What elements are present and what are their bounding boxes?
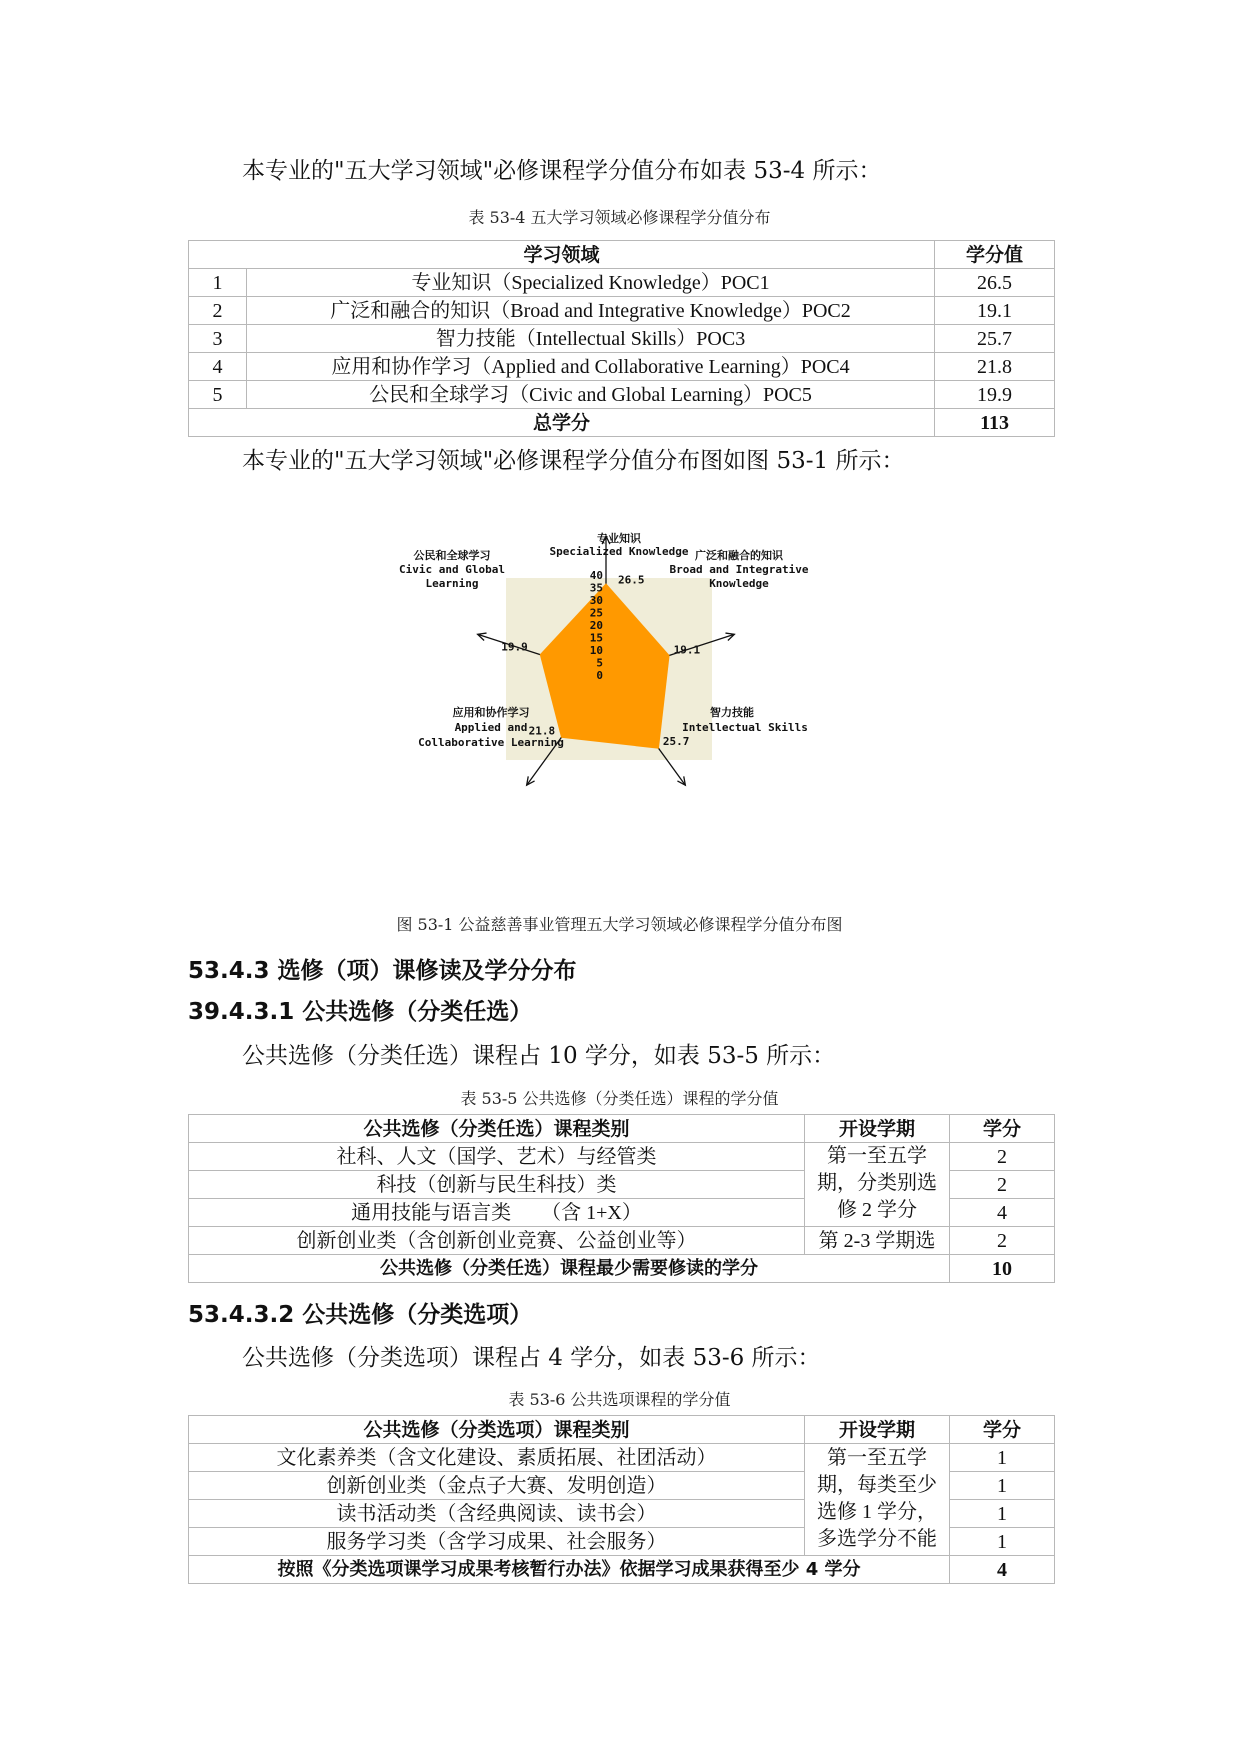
term-line: 修 2 学分 — [837, 1199, 917, 1221]
row-credits: 1 — [950, 1528, 1055, 1556]
table-row — [189, 325, 1055, 353]
row-credits: 2 — [950, 1143, 1055, 1171]
table-53-6 — [188, 1415, 1055, 1584]
radar-tick-label: 35 — [589, 581, 603, 595]
row-credits: 2 — [950, 1171, 1055, 1199]
row-domain: 广泛和融合的知识（Broad and Integrative Knowledge）POC2 — [247, 297, 935, 325]
radar-tick-label: 25 — [589, 606, 603, 620]
table-total-row — [189, 1255, 1055, 1283]
term-cell-inner — [805, 1444, 949, 1552]
table-row — [189, 1444, 1055, 1472]
radar-value-label-intellectual: 25.7 — [662, 734, 690, 748]
table-53-6-caption: 表 53-6 公共选项课程的学分值 — [508, 1390, 731, 1409]
table-row — [189, 1143, 1055, 1171]
total-value: 10 — [950, 1255, 1055, 1283]
row-category: 文化素养类（含文化建设、素质拓展、社团活动） — [189, 1444, 805, 1472]
row-domain: 智力技能（Intellectual Skills）POC3 — [247, 325, 935, 353]
row-credits: 1 — [950, 1472, 1055, 1500]
row-credits: 1 — [950, 1444, 1055, 1472]
total-label: 公共选修（分类任选）课程最少需要修读的学分 — [189, 1255, 950, 1283]
row-number: 3 — [189, 325, 247, 353]
intro-paragraph-4: 公共选修（分类选项）课程占 4 学分，如表 53-6 所示： — [242, 1345, 821, 1371]
header-credits: 学分值 — [935, 241, 1055, 269]
axis-label-applied-en-line1: Applied and — [454, 721, 528, 734]
row-number: 5 — [189, 381, 247, 409]
table-row — [189, 381, 1055, 409]
table-53-5 — [188, 1114, 1055, 1283]
row-credits: 19.1 — [935, 297, 1055, 325]
table-row — [189, 1227, 1055, 1255]
table-53-5-caption: 表 53-5 公共选修（分类任选）课程的学分值 — [460, 1089, 779, 1108]
total-value: 113 — [935, 409, 1055, 437]
total-value: 4 — [950, 1556, 1055, 1584]
radar-value-label-applied: 21.8 — [528, 724, 556, 738]
header-category: 公共选修（分类任选）课程类别 — [189, 1115, 805, 1143]
axis-label-applied-en-line2: Collaborative Learning — [418, 736, 564, 749]
row-number: 4 — [189, 353, 247, 381]
axis-label-civic-en-line1: Civic and Global — [399, 563, 505, 576]
row-number: 1 — [189, 269, 247, 297]
header-term: 开设学期 — [805, 1416, 950, 1444]
axis-label-specialized — [384, 530, 854, 564]
term-line: 期，每类至少 — [817, 1474, 937, 1496]
axis-label-specialized-zh-text: 专业知识 — [597, 532, 641, 545]
header-category: 公共选修（分类选项）课程类别 — [189, 1416, 805, 1444]
total-label: 总学分 — [189, 409, 935, 437]
section-heading-53-4-3-2: 53.4.3.2 公共选修（分类选项） — [188, 1302, 533, 1328]
header-credits: 学分 — [950, 1115, 1055, 1143]
table-total-row — [189, 409, 1055, 437]
row-category: 创新创业类（金点子大赛、发明创造） — [189, 1472, 805, 1500]
axis-label-applied-zh: 应用和协作学习 — [452, 706, 530, 719]
table-row — [189, 353, 1055, 381]
axis-label-broad-en-line1: Broad and Integrative — [669, 563, 809, 576]
radar-tick-label: 0 — [596, 669, 603, 682]
table-row — [189, 297, 1055, 325]
term-line: 多选学分不能 — [817, 1528, 937, 1550]
row-credits: 19.9 — [935, 381, 1055, 409]
row-domain: 专业知识（Specialized Knowledge）POC1 — [247, 269, 935, 297]
term-line: 第一至五学 — [827, 1145, 927, 1167]
radar-value-label-specialized: 26.5 — [618, 573, 645, 587]
term-cell-last: 第 2-3 学期选 — [805, 1227, 950, 1255]
intro-paragraph-2: 本专业的"五大学习领域"必修课程学分值分布图如图 53-1 所示： — [242, 448, 905, 474]
row-category: 通用技能与语言类 （含 1+X） — [189, 1199, 805, 1227]
row-category: 读书活动类（含经典阅读、读书会） — [189, 1500, 805, 1528]
table-53-4-caption: 表 53-4 五大学习领域必修课程学分值分布 — [468, 208, 771, 227]
term-line: 选修 1 学分， — [817, 1501, 937, 1523]
row-credits: 26.5 — [935, 269, 1055, 297]
radar-chart — [384, 530, 854, 840]
term-line: 期，分类别选 — [817, 1172, 937, 1194]
radar-value-label-broad: 19.1 — [673, 643, 701, 657]
row-category: 社科、人文（国学、艺术）与经管类 — [189, 1143, 805, 1171]
axis-label-broad-zh: 广泛和融合的知识 — [695, 549, 783, 562]
row-credits: 21.8 — [935, 353, 1055, 381]
axis-label-intellectual-zh: 智力技能 — [710, 706, 754, 719]
row-credits: 25.7 — [935, 325, 1055, 353]
section-heading-53-4-3: 53.4.3 选修（项）课修读及学分分布 — [188, 958, 577, 984]
radar-tick-label: 20 — [589, 619, 603, 632]
row-credits: 1 — [950, 1500, 1055, 1528]
term-line: 第一至五学 — [827, 1447, 927, 1469]
row-domain: 公民和全球学习（Civic and Global Learning）POC5 — [247, 381, 935, 409]
table-header-row — [189, 241, 1055, 269]
header-term: 开设学期 — [805, 1115, 950, 1143]
term-cell — [805, 1143, 950, 1227]
total-label: 按照《分类选项课学习成果考核暂行办法》依据学习成果获得至少 4 学分 — [189, 1556, 950, 1584]
row-credits: 2 — [950, 1227, 1055, 1255]
header-domain: 学习领域 — [189, 241, 935, 269]
table-header-row — [189, 1416, 1055, 1444]
term-cell — [805, 1444, 950, 1556]
axis-label-broad-en-line2: Knowledge — [709, 577, 769, 590]
axis-label-specialized-en-text: Specialized Knowledge — [549, 545, 689, 558]
row-category: 创新创业类（含创新创业竞赛、公益创业等） — [189, 1227, 805, 1255]
radar-tick-label: 10 — [589, 644, 603, 657]
radar-tick-label: 5 — [596, 656, 603, 670]
header-credits: 学分 — [950, 1416, 1055, 1444]
row-credits: 4 — [950, 1199, 1055, 1227]
table-row — [189, 269, 1055, 297]
intro-paragraph-1: 本专业的"五大学习领域"必修课程学分值分布如表 53-4 所示： — [242, 158, 882, 184]
row-category: 服务学习类（含学习成果、社会服务） — [189, 1528, 805, 1556]
section-heading-39-4-3-1: 39.4.3.1 公共选修（分类任选） — [188, 999, 533, 1025]
row-domain: 应用和协作学习（Applied and Collaborative Learning）POC4 — [247, 353, 935, 381]
radar-tick-label: 40 — [589, 569, 603, 582]
table-53-4 — [188, 240, 1055, 437]
radar-tick-label: 15 — [589, 631, 603, 645]
row-number: 2 — [189, 297, 247, 325]
table-total-row — [189, 1556, 1055, 1584]
row-category: 科技（创新与民生科技）类 — [189, 1171, 805, 1199]
intro-paragraph-3: 公共选修（分类任选）课程占 10 学分，如表 53-5 所示： — [242, 1043, 836, 1069]
radar-tick-label: 30 — [589, 594, 603, 607]
radar-value-label-civic: 19.9 — [501, 640, 528, 654]
axis-label-civic-en-line2: Learning — [425, 577, 479, 590]
axis-label-intellectual-en: Intellectual Skills — [682, 721, 808, 734]
figure-53-1-caption: 图 53-1 公益慈善事业管理五大学习领域必修课程学分值分布图 — [396, 915, 843, 934]
axis-label-civic-zh: 公民和全球学习 — [413, 549, 491, 562]
table-header-row — [189, 1115, 1055, 1143]
